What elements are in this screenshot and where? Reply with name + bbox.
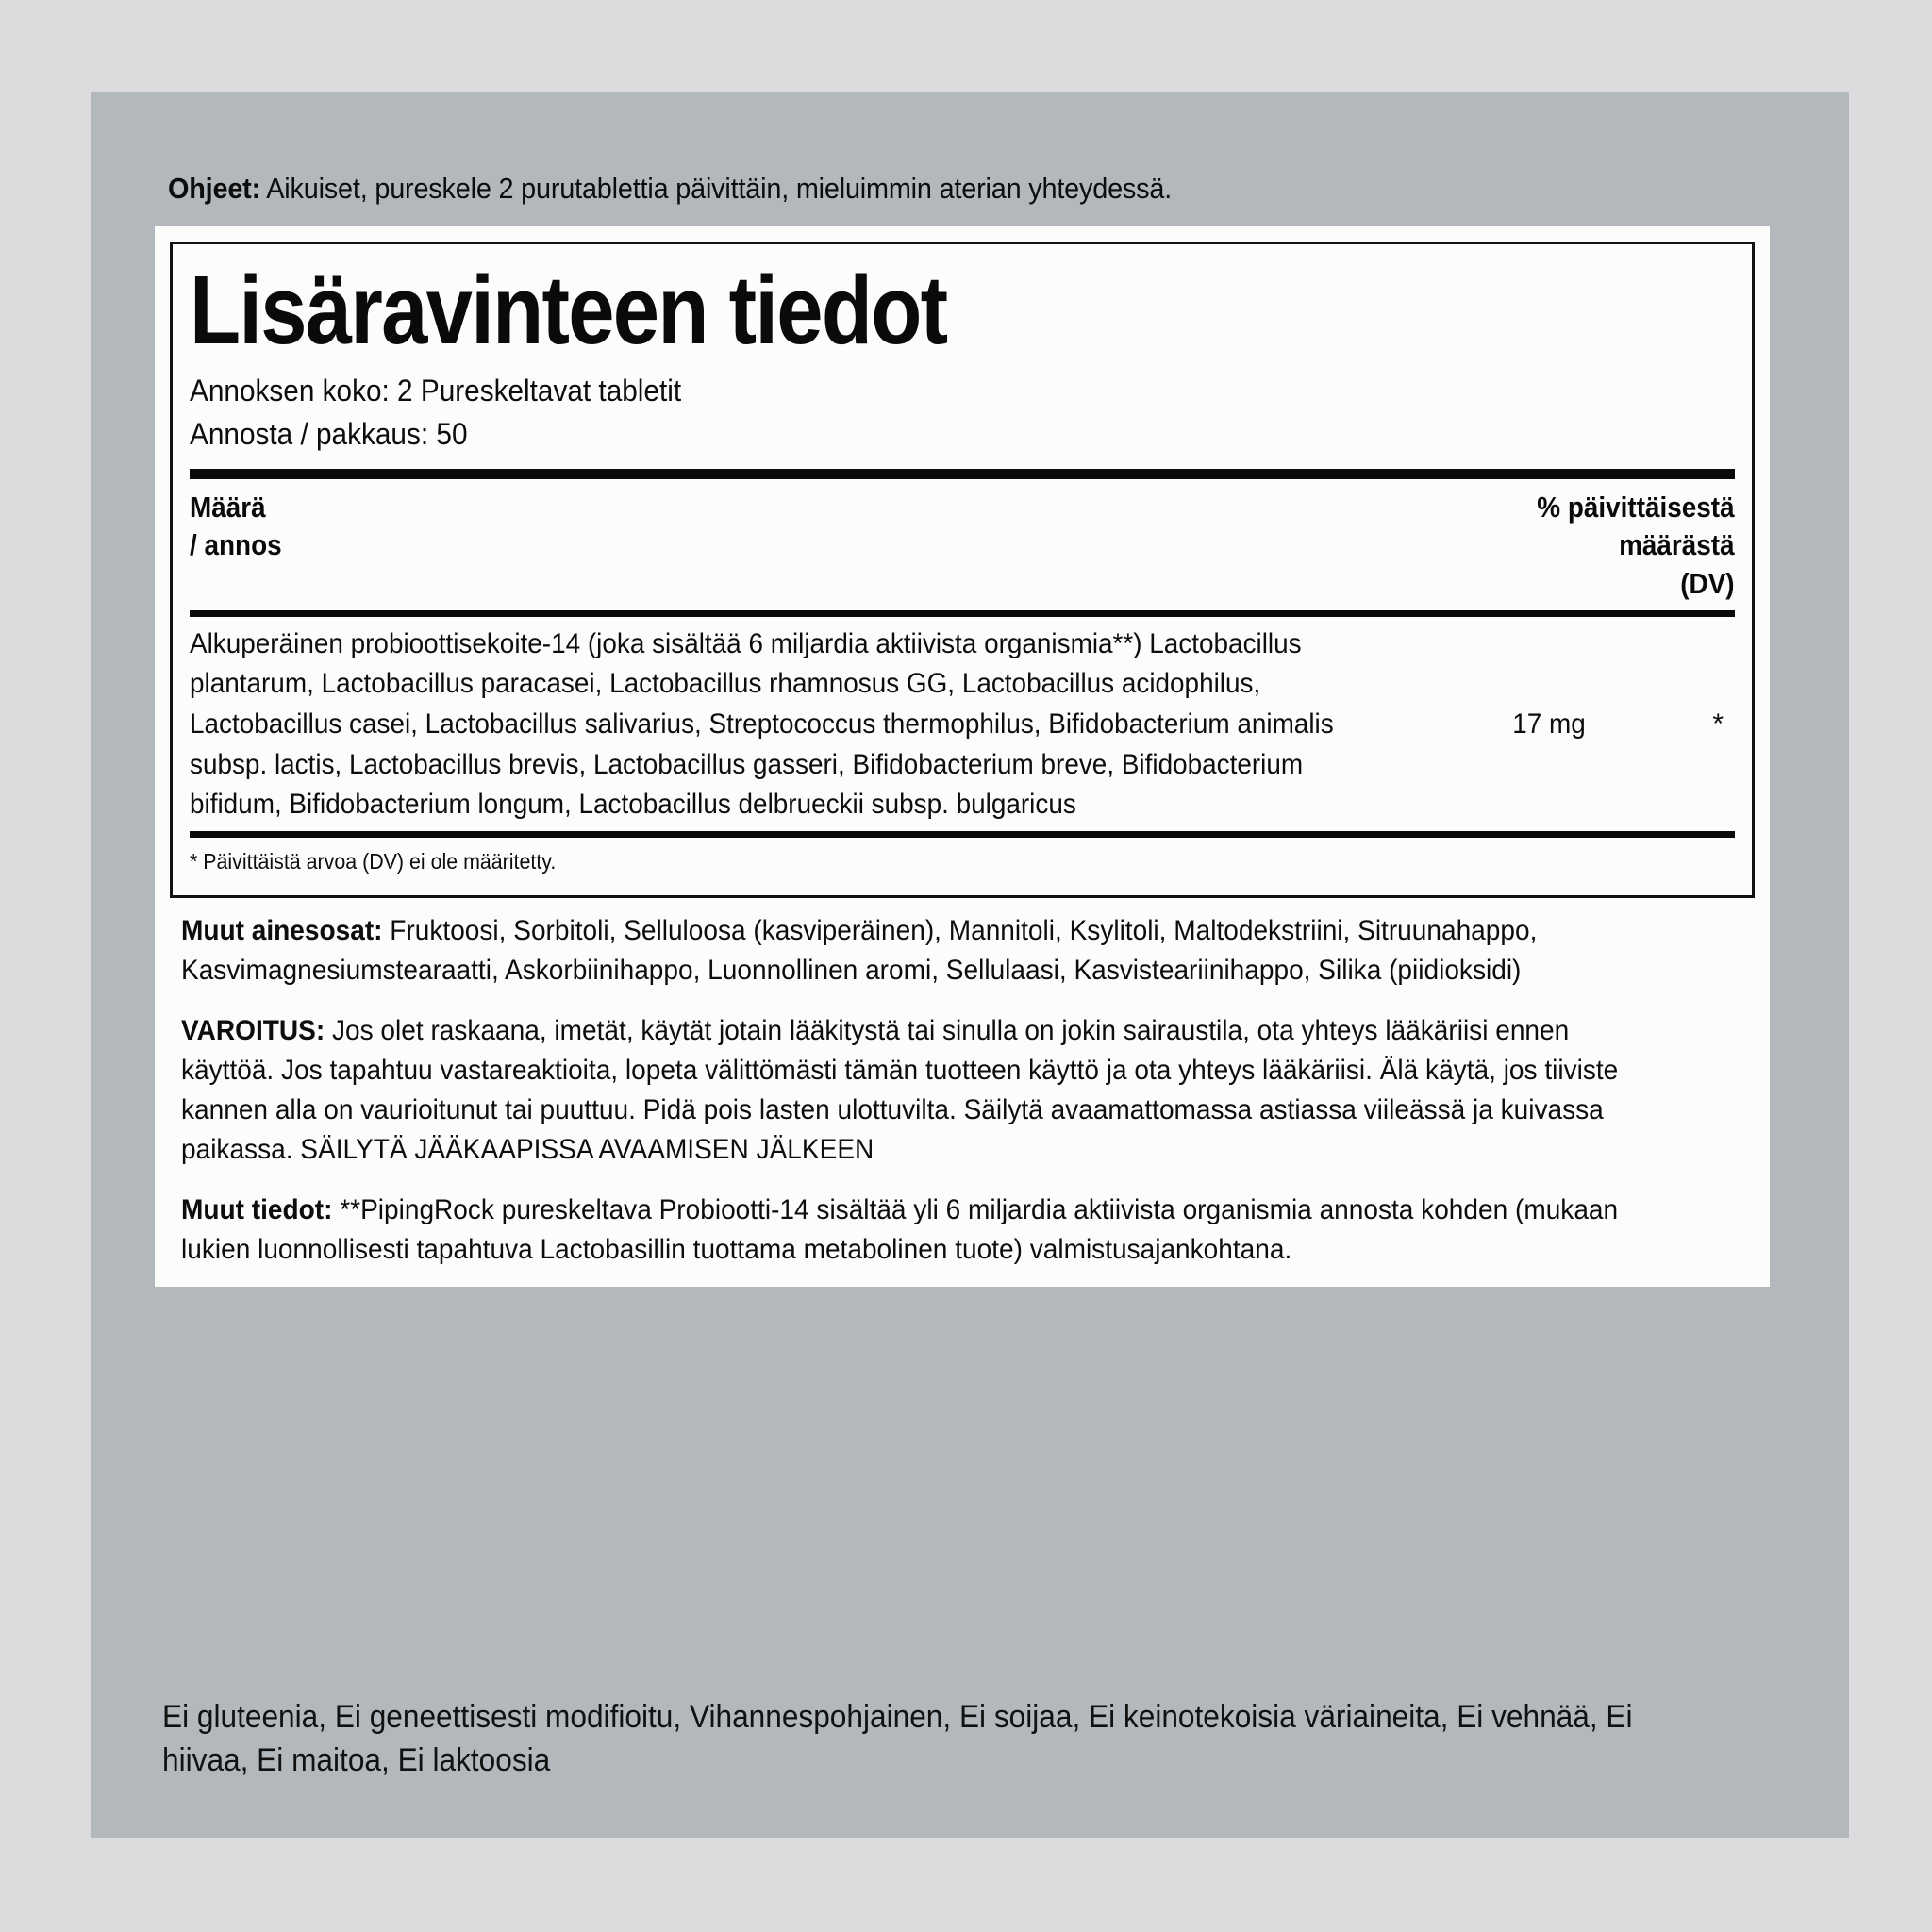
other-info-label: Muut tiedot: [181,1193,333,1225]
other-ingredients-label: Muut ainesosat: [181,914,383,946]
nutrient-amount: 17 mg [1512,708,1586,741]
warning-text: Jos olet raskaana, imetät, käytät jotain lääkitystä tai sinulla on jokin sairaustila, ota yhteys lääkäriisi ennen käyttöä. Jos tapahtuu vastareaktioita, lopeta välittömästi tämän tuotteen käyttö ja ota yhteys lääkäriisi. Älä käytä, jos tiiviste kannen alla on vaurioitunut tai puuttuu. Pidä pois lasten ulottuvilta. Säilytä avaamattomassa astiassa viileässä ja kuivassa paikassa. SÄILYTÄ JÄÄKAAPISSA AVAAMISEN JÄLKEEN [181,1014,1619,1165]
other-ingredients-text: Fruktoosi, Sorbitoli, Selluloosa (kasviperäinen), Mannitoli, Ksylitoli, Maltodekstriini, Sitruunahappo, Kasvimagnesiumstearaatti, Askorbiinihappo, Luonnollinen aromi, Sellulaasi, Kasvisteariinihappo, Silika (piidioksidi) [181,914,1538,986]
serving-size-line: Annoksen koko: 2 Pureskeltavat tabletit [190,374,682,408]
amount-header-line1: Määrä [190,490,266,524]
footnote-rule [190,831,1735,838]
daily-value-footnote: * Päivittäistä arvoa (DV) ei ole määritetty. [190,848,557,874]
table-row [190,617,1735,831]
supplement-facts-container [155,226,1770,1287]
product-claims: Ei gluteenia, Ei geneettisesti modifioitu, Vihannespohjainen, Ei soijaa, Ei keinotekoisia väriaineita, Ei vehnää, Ei hiivaa, Ei maitoa, Ei laktoosia [162,1699,1633,1779]
product-label-panel [91,92,1849,1838]
warning-paragraph [181,1011,1641,1170]
dv-header-line1: % päivittäisestä [1537,490,1735,524]
warning-label: VAROITUS: [181,1014,325,1046]
nutrient-daily-value: * [1712,708,1724,741]
nutrient-name: Alkuperäinen probioottisekoite-14 (joka sisältää 6 miljardia aktiivista organismia**) Lactobacillus plantarum, Lactobacillus paracasei, Lactobacillus rhamnosus GG, Lactobacillus acidophilus, Lactobacillus casei, Lactobacillus salivarius, Streptococcus thermophilus, Bifidobacterium animalis subsp. lactis, Lactobacillus brevis, Lactobacillus gasseri, Bifidobacterium breve, Bifidobacterium bifidum, Bifidobacterium longum, Lactobacillus delbrueckii subsp. bulgaricus [190,627,1334,821]
daily-value-header [1538,489,1735,603]
other-info-paragraph [181,1191,1641,1270]
table-header-row [190,479,1735,610]
header-bottom-rule [190,610,1735,617]
directions-text: Aikuiset, pureskele 2 purutablettia päivittäin, mieluimmin aterian yhteydessä. [260,172,1173,205]
other-info-text: **PipingRock pureskeltava Probiootti-14 sisältää yli 6 miljardia aktiivista organismia annosta kohden (mukaan lukien luonnollisesti tapahtuva Lactobasillin tuottama metabolinen tuote) valmistusajankohtana. [181,1193,1619,1265]
directions-label: Ohjeet: [168,172,261,205]
servings-per-container-line: Annosta / pakkaus: 50 [190,416,468,451]
dv-header-line2: määrästä [1619,528,1735,562]
supplement-facts-title: Lisäravinteen tiedot [190,256,947,364]
amount-header-line2: / annos [190,528,282,562]
dv-header-line3: (DV) [1680,566,1735,600]
amount-header [190,489,282,565]
header-top-rule [190,469,1735,479]
label-text-sections [155,898,1770,1287]
other-ingredients-paragraph [181,911,1641,991]
directions-line [168,171,1659,208]
supplement-facts-box [170,242,1755,898]
